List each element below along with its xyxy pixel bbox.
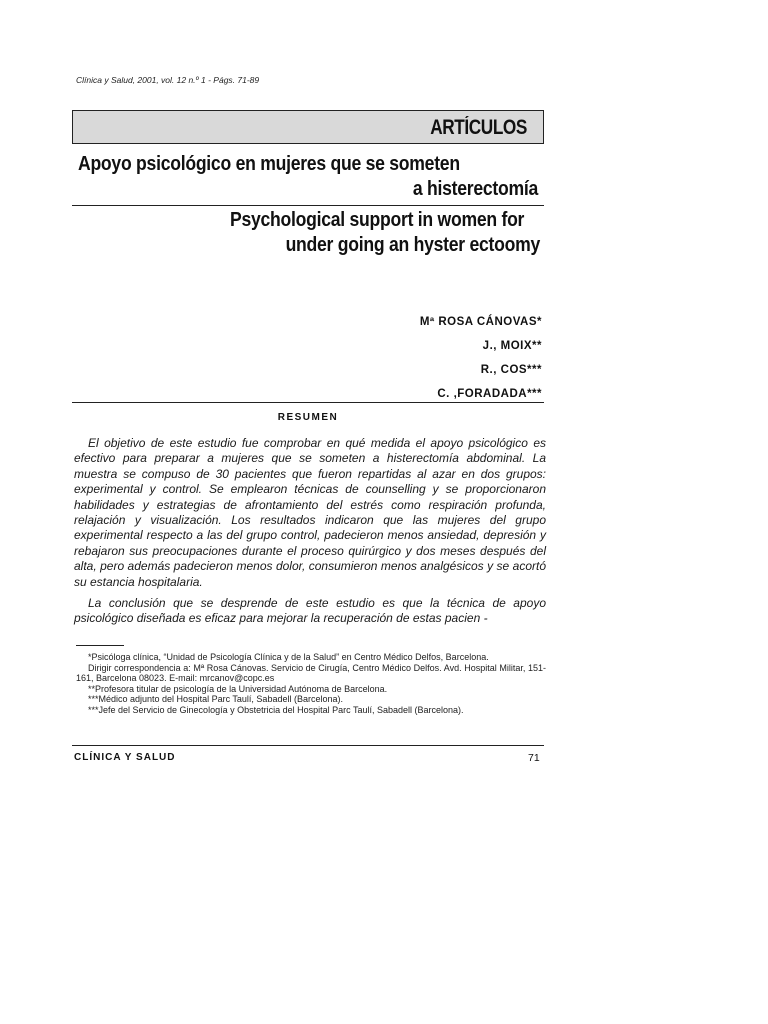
footnotes — [76, 652, 546, 716]
title-spanish — [78, 152, 538, 202]
section-banner — [72, 110, 544, 144]
page-number: 71 — [528, 752, 540, 764]
abstract-paragraph: La conclusión que se desprende de este estudio es que la técnica de apoyo psicológico diseñada es eficaz para mejorar la recuperación de estas pacien - — [74, 596, 546, 626]
title-english-line-1: Psychological support in women for — [229, 209, 525, 231]
title-spanish-line-1: Apoyo psicológico en mujeres que se someten — [78, 153, 460, 175]
footer-divider — [72, 745, 544, 746]
footnote: **Profesora titular de psicología de la Universidad Autónoma de Barcelona. — [88, 683, 388, 694]
abstract-body — [74, 436, 546, 633]
title-english — [150, 208, 540, 258]
footnote-separator — [76, 645, 124, 646]
author: Mª ROSA CÁNOVAS* — [419, 316, 542, 328]
author: J., MOIX** — [482, 340, 542, 352]
abstract-paragraph: El objetivo de este estudio fue comprobar en qué medida el apoyo psicológico es efectivo para preparar a mujeres que se someten a histerectomía abdominal. La muestra se compuso de 30 pacientes que fueron repartidas al azar en dos grupos: experimental y control. Se emplearon técnicas de counselling y se proporcionaron habilidades y estrategias de afrontamiento del estrés como respiración profunda, relajación y visualización. Los resultados indicaron que las mujeres del grupo experimental respecto a las del grupo control, padecieron menos ansiedad, depresión y rebajaron sus preocupaciones durante el proceso quirúrgico y dos meses después del alta, pero además padecieron menos dolor, consumieron menos analgésicos y se acortó su estancia hospitalaria. — [74, 436, 546, 589]
footnote: *Psicóloga clínica, “Unidad de Psicología Clínica y de la Salud” en Centro Médico Delfos, Barcelona. — [88, 652, 489, 662]
title-spanish-line-2: a histerectomía — [412, 178, 538, 200]
author-list — [420, 310, 542, 406]
title-english-line-2: under going an hyster ectoomy — [285, 234, 540, 256]
journal-citation: Clínica y Salud, 2001, vol. 12 n.º 1 - Págs. 71-89 — [76, 75, 260, 85]
footnote: Dirigir correspondencia a: Mª Rosa Cánovas. Servicio de Cirugía, Centro Médico Delfos. Avd. Hospital Militar, 151-161, Barcelona 08023. E-mail: mrcanov@copc.es — [76, 662, 546, 684]
section-label: ARTÍCULOS — [430, 116, 527, 139]
title-divider — [72, 205, 544, 206]
footer-journal-name: CLÍNICA Y SALUD — [74, 752, 176, 763]
authors-divider — [72, 402, 544, 403]
abstract-heading: RESUMEN — [277, 412, 339, 423]
footnote: ***Jefe del Servicio de Ginecología y Obstetricia del Hospital Parc Taulí, Sabadell (Barcelona). — [88, 704, 464, 715]
author: R., COS*** — [480, 364, 542, 376]
footnote: ***Médico adjunto del Hospital Parc Taulí, Sabadell (Barcelona). — [88, 694, 343, 705]
author: C. ,FORADADA*** — [437, 388, 542, 400]
